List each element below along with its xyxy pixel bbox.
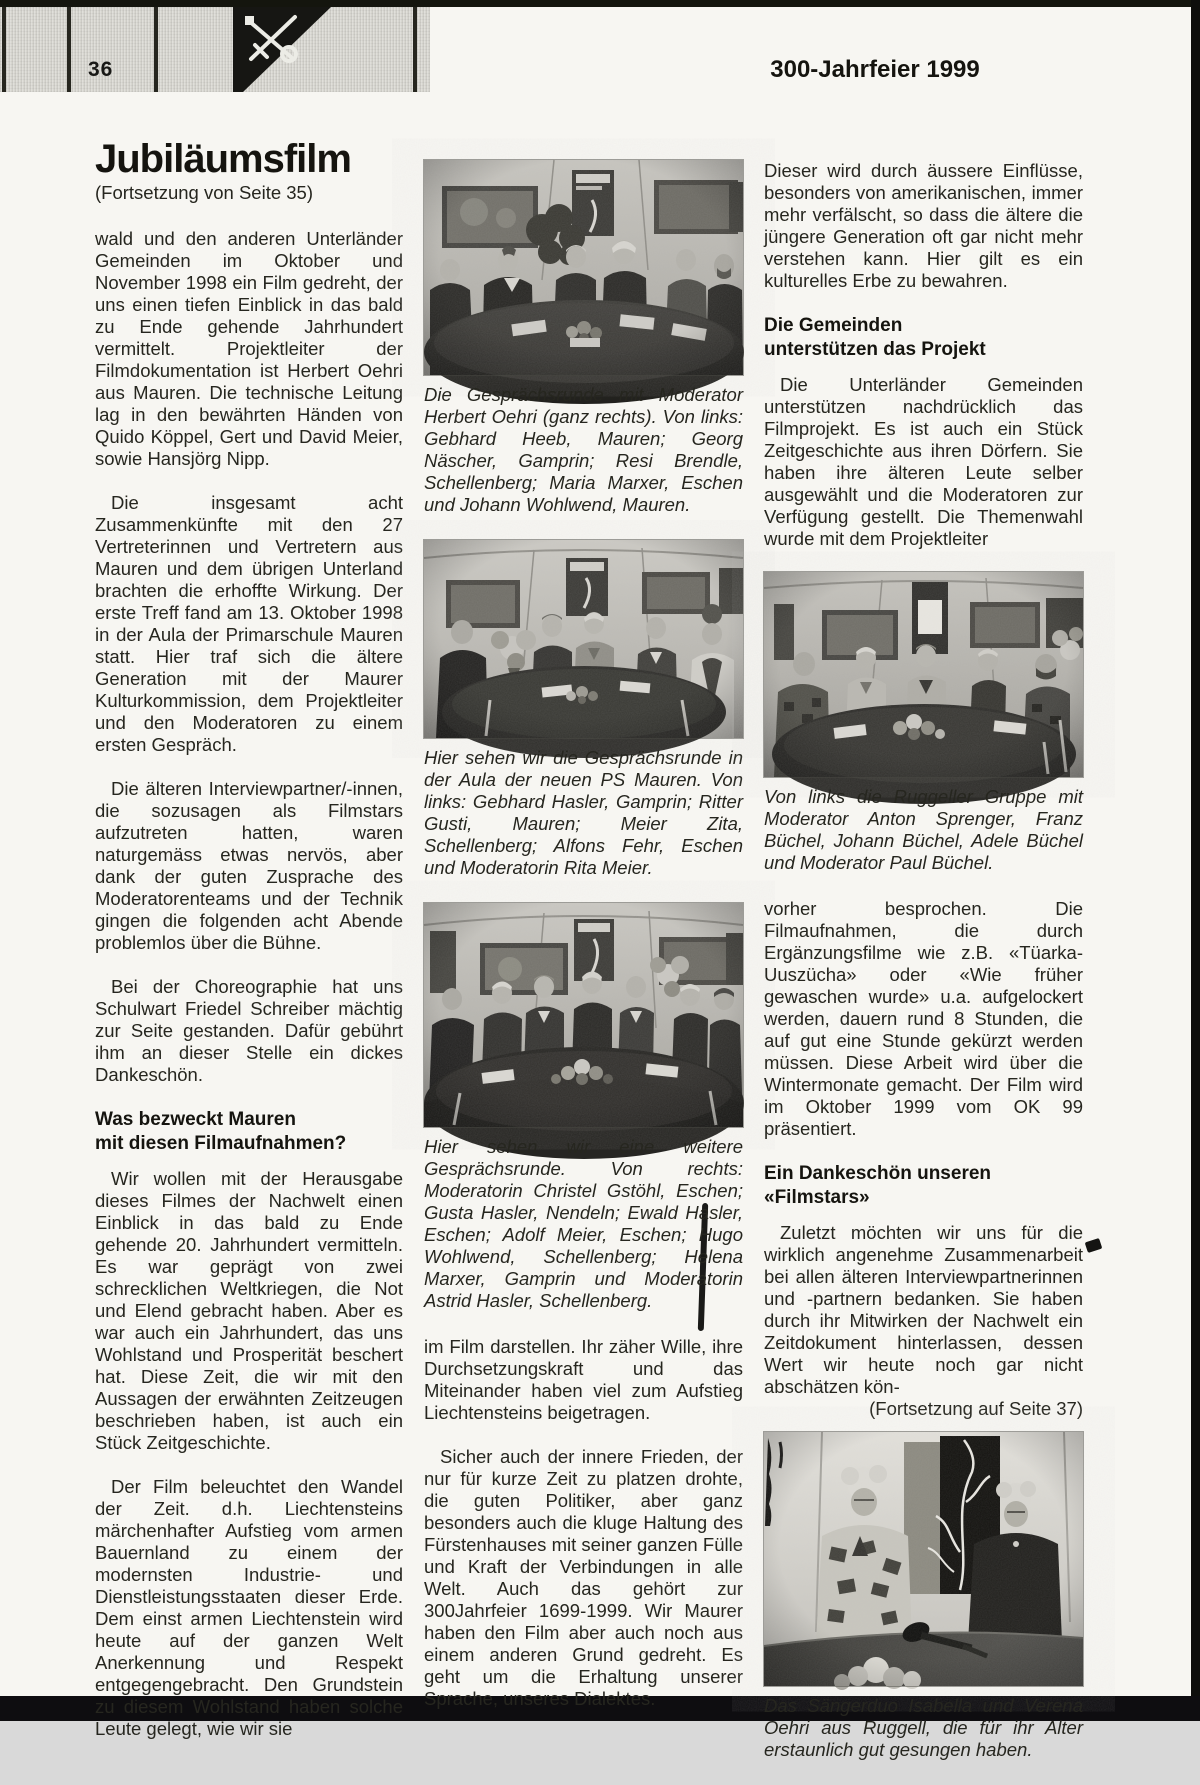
photo-caption: Von links die Ruggeller Gruppe mit Moderator Anton Sprenger, Franz Büchel, Johann Büchel, Adele Büchel und Moderator Paul Büchel. — [764, 786, 1083, 873]
paragraph: im Film darstellen. Ihr zäher Wille, ihre Durchsetzungskraft und das Miteinander haben viel zum Aufstieg Liechtensteins beigetragen. — [424, 1336, 743, 1423]
paragraph: Wir wollen mit der Herausgabe dieses Filmes der Nachwelt einen Einblick in das bald zu Ende gehende 20. Jahrhundert vermitteln. Es war geprägt von zwei schrecklichen Weltkriegen, die Not und Elend gebracht haben. Aber es war auch ein Jahrhundert, das uns Wohlstand und Prosperität beschert hat. Diese Zeit, die wir mit den Aussagen der erwähnten Zeitzeugen beschrieben haben, ist auch ein Stück Zeitgeschichte. — [95, 1168, 403, 1453]
photo-weitere-gespraechsrunde — [424, 903, 743, 1127]
paragraph: Die älteren Interviewpartner/-innen, die sozusagen als Filmstars aufzutreten hatten, waren naturgemäss etwas nervös, aber dank der guten Zusprache des Moderatorenteams und der Technik gingen die folgenden acht Abende problemlos über die Bühne. — [95, 778, 403, 953]
photo-gespraechsrunde-ps-mauren — [424, 540, 743, 738]
figure-roundtable-4 — [764, 572, 1083, 874]
page-number: 36 — [88, 58, 114, 81]
subheading: Die Gemeinden unterstützen das Projekt — [764, 315, 986, 360]
paragraph: vorher besprochen. Die Filmaufnahmen, die durch Ergänzungsfilme wie z.B. «Tüarka-Uuszücha» oder «Wie früher gewaschen wurde» u.a. aufgelockert werden, dauern rund 8 Stunden, die auf gut eine Stunde gekürzt werden müssen. Diese Arbeit wird über die Wintermonate gemacht. Der Film wird im Oktober 1999 vom OK 99 präsentiert. — [764, 898, 1083, 1139]
figure-roundtable-1 — [424, 160, 743, 516]
subheading: Ein Dankeschön unseren «Filmstars» — [764, 1163, 992, 1208]
column-1 — [95, 137, 403, 1740]
paragraph: wald und den anderen Unterländer Gemeinden im Oktober und November 1998 ein Film gedreht, der uns einen tiefen Einblick in das bald zu Ende gehende Jahrhundert vermittelt. Projektleiter der Filmdokumentation ist Herbert Oehri aus Mauren. Die technische Leitung lag in den bewährten Händen von Quido Köppel, Gert und David Meier, sowie Hansjörg Nipp. — [95, 228, 403, 469]
photo-caption: Hier sehen wir eine weitere Gesprächsrunde. Von rechts: Moderatorin Christel Gstöhl, Eschen; Gusta Hasler, Nendeln; Ewald Hasler, Eschen; Adolf Meier, Eschen; Hugo Wohlwend, Schellenberg; Helena Marxer, Gamprin und Moderatorin Astrid Hasler, Schellenberg. — [424, 1136, 743, 1311]
header-stripe — [2, 7, 6, 92]
figure-roundtable-2 — [424, 540, 743, 879]
crossed-key-and-sword-icon — [233, 7, 331, 92]
photo-caption: Hier sehen wir die Gesprächsrunde in der Aula der neuen PS Mauren. Von links: Gebhard Hasler, Gamprin; Ritter Gusti, Mauren; Meier Zita, Schellenberg; Alfons Fehr, Eschen und Moderatorin Rita Meier. — [424, 747, 743, 878]
ink-artifact — [1085, 1238, 1103, 1253]
paragraph: Die insgesamt acht Zusammenkünfte mit den 27 Vertreterinnen und Vertretern aus Mauren und dem übrigen Unterland brachten die erhoffte Wirkung. Der erste Treff fand am 13. Oktober 1998 in der Aula der Primarschule Mauren statt. Hier traf sich die ältere Generation mit der Maurer Kulturkommission, dem Projektleiter und den Moderatoren zu einem ersten Gespräch. — [95, 492, 403, 755]
header-band — [0, 7, 430, 92]
header-stripe — [67, 7, 71, 92]
figure-roundtable-3 — [424, 903, 743, 1312]
figure-saengerduo — [764, 1432, 1083, 1761]
column-3 — [764, 160, 1083, 1785]
photo-caption: Die Gesprächsrunde mit Moderator Herbert Oehri (ganz rechts). Von links: Gebhard Heeb, Mauren; Georg Näscher, Gamprin; Resi Brendle, Schellenberg; Maria Marxer, Eschen und Johann Wohlwend, Mauren. — [424, 384, 743, 515]
photo-ruggeller-gruppe — [764, 572, 1083, 777]
photo-saengerduo-oehri — [764, 1432, 1083, 1686]
paragraph: Zuletzt möchten wir uns für die wirklich angenehme Zusammenarbeit bei allen älteren Interviewpartnerinnen und -partnern bedanken. Sie haben durch ihr Mitwirken der Nachwelt ein Zeitdokument hinterlassen, dessen Wert wir heute noch gar nicht abschätzen kön- — [764, 1222, 1083, 1397]
continuation-note-next: (Fortsetzung auf Seite 37) — [869, 1398, 1083, 1419]
article-title: Jubiläumsfilm — [95, 137, 351, 181]
paragraph: Dieser wird durch äussere Einflüsse, besonders von amerikanischen, immer mehr verfälscht, so dass die ältere die jüngere Generation oft gar nicht mehr verstehen kann. Hier gilt es ein kulturelles Erbe zu bewahren. — [764, 160, 1083, 291]
paragraph: Bei der Choreographie hat uns Schulwart Friedel Schreiber mächtig zur Seite gestanden. Dafür gebührt ihm an dieser Stelle ein dickes Dankeschön. — [95, 976, 403, 1085]
paragraph: Der Film beleuchtet den Wandel der Zeit. d.h. Liechtensteins märchenhafter Aufstieg vom armen Bauernland zu einem der modernsten Industrie- und Dienstleistungsstaaten dieser Erde. Dem einst armen Liechtenstein wird heute auf der ganzen Welt Anerkennung und Respekt entgegengebracht. Den Grundstein zu diesem Wohlstand haben solche Leute gelegt, wie wir sie — [95, 1476, 403, 1739]
header-stripe — [154, 7, 158, 92]
subheading: Was bezweckt Mauren mit diesen Filmaufnahmen? — [95, 1109, 347, 1154]
header-stripe — [413, 7, 417, 92]
section-header-title: 300-Jahrfeier 1999 — [770, 56, 980, 83]
scan-top-edge — [0, 0, 1200, 7]
continuation-note: (Fortsetzung von Seite 35) — [95, 182, 313, 203]
paragraph: Sicher auch der innere Frieden, der nur für kurze Zeit zu platzen drohte, die guten Politiker, aber ganz besonders auch die kluge Haltung des Fürstenhauses mit seiner ganzen Fülle und Kraft der Verbindungen in alle Welt. Auch das gehört zur 300Jahrfeier 1699-1999. Wir Maurer haben den Film aber auch noch aus einem anderen Grund gedreht. Es geht um die Erhaltung unserer Sprache, unseres Dialektes. — [424, 1446, 743, 1709]
photo-caption: Das Sängerduo Isabella und Verena Oehri aus Ruggell, die für ihr Alter erstaunlich gut gesungen haben. — [764, 1695, 1083, 1760]
photo-gespraechsrunde-herbert-oehri — [424, 160, 743, 375]
scan-right-edge — [1191, 0, 1200, 1721]
column-2 — [424, 160, 743, 1710]
paragraph: Die Unterländer Gemeinden unterstützen nachdrücklich das Filmprojekt. Es ist auch ein Stück Zeitgeschichte aus ihren Dörfern. Sie haben ihre älteren Leute selber ausgewählt und die Moderatoren zur Verfügung gestellt. Die Themenwahl wurde mit dem Projektleiter — [764, 374, 1083, 549]
